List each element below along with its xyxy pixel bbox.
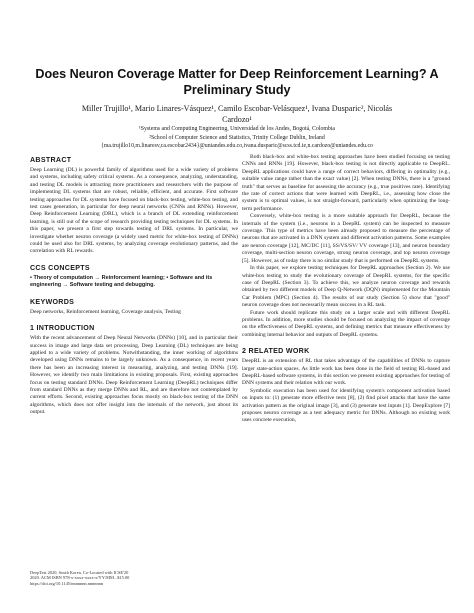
intro-heading: 1 INTRODUCTION (30, 324, 95, 333)
affiliation-1: ¹Systems and Computing Engineering, Universidad de los Andes, Bogotá, Colombia (139, 126, 335, 132)
author-line: Miller Trujillo¹, Mario Linares-Vásquez¹, Camilo Escobar-Velásquez¹, Ivana Dusparic², Nicolás (81, 104, 393, 113)
keywords-heading: KEYWORDS (30, 297, 75, 306)
body-paragraph: Conversely, white-box testing is a more suitable approach for DeepRL, because the internals of the system (i.e., neurons in a DeepRL system) can be inspected to measure coverage. This type of metrics have been already proposed to measure the percentage of neurons that are activated in a DNN system and different activation patterns. Some examples are neuron coverage [12], MC/DC [11], SS/VS/SV/ VV coverage [13], and neuron boundary coverage, multi-section neuron coverage, strong neuron coverage, and top neuron coverage [5]. However, as of today there is no similar study that is performed on DeepRL systems. (242, 213, 450, 264)
related-work-heading: 2 RELATED WORK (242, 347, 310, 356)
footnote (30, 570, 238, 586)
author-emails: {ma.trujillo10,m.linaresv,ca.escobar2434}@uniandes.edu.co,ivana.dusparic@scss.tcd.ie,n.cardozo@uniandes.edu.co (101, 143, 373, 150)
author-line: Cardozo¹ (222, 114, 252, 124)
body-paragraph: DeepRL is an extension of RL that takes advantage of the capabilities of DNNs to capture larger state-action spaces. As little work has been done in the field of testing RL-based and DeepRL-based software systems, in this section we present existing approaches for testing of DNN systems and their relation with our work. (242, 358, 450, 387)
right-column (242, 154, 450, 425)
body-paragraph: Both black-box and white-box testing approaches have been studied focusing on testing CNNs and RNNs [19]. However, black-box testing is not directly applicable to DeepRL. DeepRL applications could have a range of correct behaviors, differing in optimality (e.g., suitable value range rather than the exact value) [2]. When testing DNNs, there is a "ground truth" that serves as baseline for assessing the accuracy (e.g., true positives rate). Identifying the rate of correct actions that were learned with DeepRL, i.e., assessing how close the system is to optimal values, is not straight-forward, particularly when optimizing the long-term performance. (242, 154, 450, 212)
author-list (30, 104, 444, 125)
keywords-text: Deep networks, Reinforcement learning, Coverage analysis, Testing (30, 308, 181, 315)
footnote-doi: https://doi.org/10.1145/nnnnnnn.nnnnnnn (30, 580, 104, 586)
left-column (30, 154, 238, 417)
body-paragraph: In this paper, we explore testing techniques for DeepRL approaches (Section 2). We use white-box testing to study the evolutionary coverage of DeepRL systems, for the specific case of DeepRL (Section 3). To achieve this, we analyze neuron coverage and rewards obtained by two different models of Deep Q-Network (DQN) implemented for the Mountain Car Problem (MPC) (Section 4). The results of our study (Section 5) show that "good" neuron coverage does not necessarily mean success in a RL task. (242, 265, 450, 309)
abstract-heading: ABSTRACT (30, 156, 72, 164)
paper-title: Does Neuron Coverage Matter for Deep Reinforcement Learning? A Preliminary Study (35, 67, 439, 97)
body-paragraph: Future work should replicate this study on a larger scale and with different DeepRL problems. In addition, more studies should be focused on analyzing the impact of coverage on the effectiveness of DeepRL systems, and defining metrics that measure effectiveness by combining internal behavior and outputs of DeepRL systems. (242, 309, 450, 338)
affiliation-2: ²School of Computer Science and Statistics, Trinity College Dublin, Ireland (149, 134, 325, 141)
footnote-isbn: 2020. ACM ISBN 978-x-xxxx-xxxx-x/YY/MM...$15.00 (30, 575, 130, 581)
footnote-venue: DeepTest 2020, South Korea, Co-Located with ICSE'20 (30, 570, 129, 575)
ccs-heading: CCS CONCEPTS (30, 263, 90, 272)
affiliations (30, 125, 444, 151)
intro-paragraph: With the recent advancement of Deep Neural Networks (DNNs) [10], and in particular their success in image and large data set processing, Deep Learning (DL) techniques are being applied to a wide variety of problems. Notwithstanding, the inner working of algorithms developed using DNNs remains to be largely unknown. As a consequence, in recent years there has been an increasing interest in measuring, analyzing, and testing DNNs [19]. However, we identify two main limitations in existing proposals. First, existing approaches focus on testing standard DNNs. Deep Reinforcement Learning (DeepRL) techniques differ from standard DNNs as they merge DNNs and RL, and are therefore not contemplated by current efforts. Second, existing approaches focus mostly on black-box testing of the DNN algorithms, which does not offer insight into the internals of the network, just about its output. (30, 335, 238, 416)
body-paragraph: Symbolic execution has been used for identifying system's component activation based on inputs to: (1) generate more effective tests [8], (2) find pixel attacks that have the same activation pattern as the original image [3], and (3) generate test inputs [1]. DeepExplore [7] proposes neuron coverage as a test adequacy metric for DNNs. Although no existing work uses concrete execution, (242, 387, 450, 424)
abstract-text: Deep Learning (DL) is powerful family of algorithms used for a wide variety of problems and systems, including safety critical systems. As a consequence, analyzing, understanding, and testing DL models is attracting more practitioners and researchers with the purpose of implementing DL systems that are robust, reliable, efficient, and accurate. First software testing approaches for DL systems have focused on black-box testing, white-box testing, and test cases generation, in particular for deep neural networks (CNNs and RNNs). However, Deep Reinforcement Learning (DRL), which is a branch of DL extending reinforcement learning, is still out of the scope of research providing testing techniques for DL systems. In this paper, we present a first step towards testing of DRL systems. In particular, we investigate whether neuron coverage (a widely used metric for white-box testing of DNNs) could be used also for DRL systems, by analyzing coverage evolutionary patterns, and the correlation with RL rewards. (30, 167, 238, 255)
ccs-text: • Theory of computation → Reinforcement learning; • Software and its engineering → Software testing and debugging. (30, 274, 213, 289)
